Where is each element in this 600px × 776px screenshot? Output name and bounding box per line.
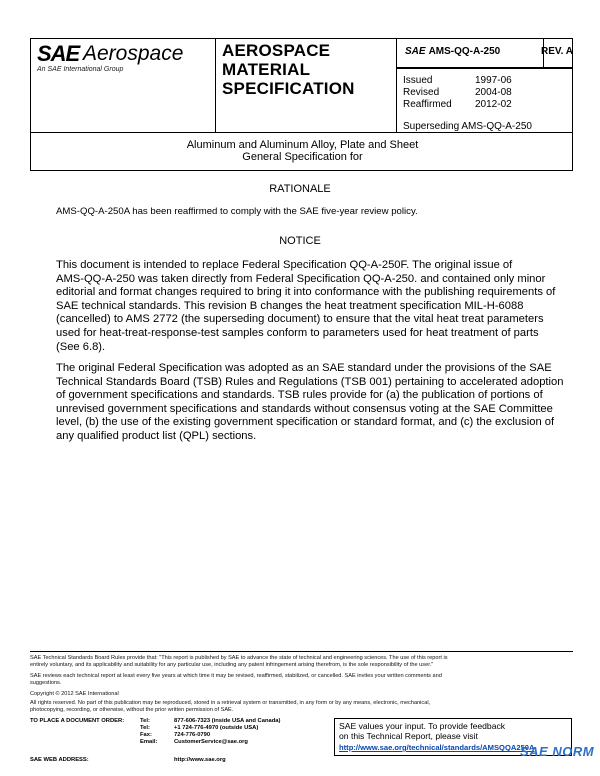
notice-paragraph-1 xyxy=(56,259,555,354)
tsb-rules-text xyxy=(30,655,570,669)
document-number-box xyxy=(396,38,543,68)
contact-row xyxy=(140,725,280,732)
date-value: 2004-08 xyxy=(475,87,512,98)
sae-logo-mark: SAE xyxy=(37,41,80,66)
rationale-heading: RATIONALE xyxy=(269,183,331,195)
copyright-text: Copyright © 2012 SAE International xyxy=(30,691,119,697)
document-number: AMS-QQ-A-250 xyxy=(428,46,501,57)
text-line: editorial and format changes required to bring it into conformance with the publishing requirements of xyxy=(56,286,556,299)
feedback-line-1: SAE values your input. To provide feedback xyxy=(339,721,506,731)
notice-heading: NOTICE xyxy=(279,235,321,247)
text-line: (See 6.8). xyxy=(56,340,106,353)
feedback-line-2: on this Technical Report, please visit xyxy=(339,731,478,741)
logo-box xyxy=(30,38,215,133)
subject-box xyxy=(30,133,573,171)
date-row-issued xyxy=(403,75,512,86)
text-line: AMS-QQ-A-250 was taken directly from Federal Specification QQ-A-250. and contained only minor xyxy=(56,272,546,285)
document-type-title xyxy=(215,38,396,133)
date-row-reaffirmed xyxy=(403,99,512,110)
date-value: 2012-02 xyxy=(475,99,512,110)
text-line: suggestions. xyxy=(30,680,62,686)
sae-logo-name: Aerospace xyxy=(83,42,184,65)
contact-value: CustomerService@sae.org xyxy=(174,739,248,745)
text-line: level, (b) the use of the existing government specification or standard format, and (c) the exclusion of xyxy=(56,416,555,429)
date-row-revised xyxy=(403,87,512,98)
text-line: All rights reserved. No part of this publication may be reproduced, stored in a retrieval system or transmitted, in any form or by any means, electronic, mechanical, xyxy=(30,700,431,706)
text-line: any qualified product list (QPL) sections. xyxy=(56,429,257,442)
web-address-link[interactable]: http://www.sae.org xyxy=(174,757,226,763)
date-label: Revised xyxy=(403,87,440,98)
date-value: 1997-06 xyxy=(475,75,512,86)
subject-line-2: General Specification for xyxy=(242,151,363,163)
text-line: SAE technical standards. This revision B changes the heat treatment specification MIL-H-6088 xyxy=(56,299,524,312)
contact-value: 724-776-0790 xyxy=(174,732,211,738)
review-policy-text xyxy=(30,673,570,687)
title-line-3: SPECIFICATION xyxy=(222,79,355,98)
text-line: SAE Technical Standards Board Rules provide that: "This report is published by SAE to advance the state of technical and engineering sciences. The use of this report is xyxy=(30,655,448,661)
dates-box xyxy=(396,68,573,133)
text-line: entirely voluntary, and its applicability and suitability for any particular use, including any patent infringement arising therefrom, is the sole responsibility of the user." xyxy=(30,662,434,668)
text-line: used for heat-treat-response-test samples conform to parameters used for heat treatment of parts xyxy=(56,326,539,339)
logo-tagline: An SAE International Group xyxy=(37,66,124,73)
contact-label: Email: xyxy=(140,739,158,745)
contact-value: 877-606-7323 (inside USA and Canada) xyxy=(174,718,281,724)
text-line: of government specifications and standards. TSB rules provide for (a) the publication of portions of xyxy=(56,389,543,402)
rights-text xyxy=(30,700,570,714)
notice-paragraph-2 xyxy=(56,362,563,444)
revision-box xyxy=(540,38,574,68)
title-line-1: AEROSPACE xyxy=(222,41,331,60)
text-line: SAE reviews each technical report at least every five years at which time it may be revised, reaffirmed, stabilized, or cancelled. SAE invites your written comments and xyxy=(30,673,442,679)
footer-divider xyxy=(30,651,573,652)
contact-row xyxy=(140,732,280,739)
sae-norm-watermark: SAE NORM xyxy=(520,744,595,759)
contact-row xyxy=(140,739,280,746)
subject-line-1: Aluminum and Aluminum Alloy, Plate and Sheet xyxy=(186,139,419,151)
date-label: Reaffirmed xyxy=(403,99,452,110)
contact-label: Fax: xyxy=(140,732,152,738)
doc-prefix: SAE xyxy=(405,46,426,57)
contact-label: Tel: xyxy=(140,718,150,724)
order-label: TO PLACE A DOCUMENT ORDER: xyxy=(30,718,125,724)
text-line: This document is intended to replace Federal Specification QQ-A-250F. The original issue of xyxy=(56,259,513,271)
superseding-note: Superseding AMS-QQ-A-250 xyxy=(403,121,532,132)
contact-row xyxy=(140,718,280,725)
order-contacts xyxy=(140,718,280,746)
text-line: Technical Standards Board (TSB) Rules and Regulations (TSB 001) pertaining to accelerated adoption xyxy=(56,375,564,388)
revision-label: REV. A xyxy=(540,46,574,57)
feedback-link[interactable]: http://www.sae.org/technical/standards/AMSQQA250A xyxy=(339,743,535,752)
rationale-text: AMS-QQ-A-250A has been reaffirmed to comply with the SAE five-year review policy. xyxy=(56,206,418,217)
contact-label: Tel: xyxy=(140,725,150,731)
text-line: photocopying, recording, or otherwise, without the prior written permission of SAE. xyxy=(30,707,234,713)
contact-value: +1 724-776-4970 (outside USA) xyxy=(174,725,259,731)
text-line: The original Federal Specification was adopted as an SAE standard under the provisions of the SAE xyxy=(56,362,552,374)
web-address-label: SAE WEB ADDRESS: xyxy=(30,757,89,763)
text-line: unrevised government specifications and standards without consensus voting at the SAE Committee xyxy=(56,402,553,415)
date-label: Issued xyxy=(403,75,433,86)
title-line-2: MATERIAL xyxy=(222,60,311,79)
text-line: (cancelled) to AMS 2772 (the superseding document) to ensure that the vital heat treat parameters xyxy=(56,313,544,326)
